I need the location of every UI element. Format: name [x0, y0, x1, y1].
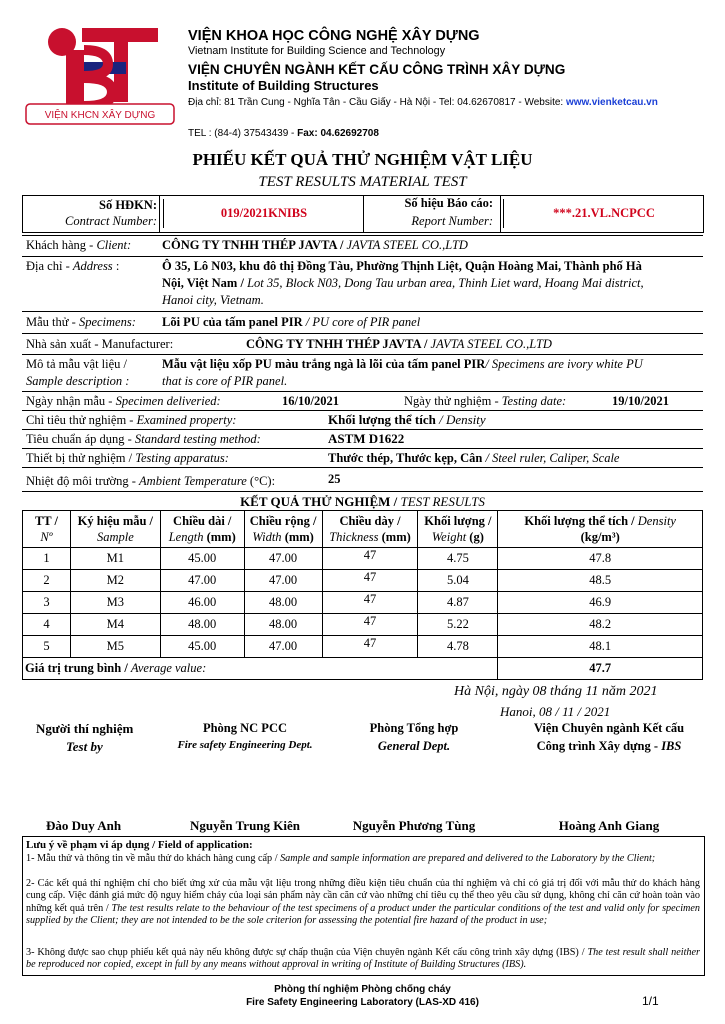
signer-2-title: Phòng NC PCC [202, 721, 288, 735]
table-cell: 1 [23, 548, 71, 570]
table-cell: 4.87 [418, 592, 498, 614]
document-title: PHIẾU KẾT QUẢ THỬ NGHIỆM VẬT LIỆU [192, 150, 533, 169]
table-cell: 47 [322, 636, 418, 658]
table-cell: M4 [70, 614, 160, 636]
signer-1-subtitle: Test by [66, 739, 103, 754]
table-cell: M1 [70, 548, 160, 570]
report-number: ***.21.VL.NCPCC [553, 206, 655, 220]
table-cell: 48.00 [160, 614, 244, 636]
header-no: TT / Nº [23, 511, 71, 548]
description-label-vn: Mô tả mẫu vật liệu / [26, 357, 128, 371]
header-sample: Ký hiệu mẫu / Sample [70, 511, 160, 548]
tel-fax-line: TEL : (84-4) 37543439 - Fax: 04.62692708 [188, 128, 379, 139]
table-cell: 5 [23, 636, 71, 658]
table-cell: 46.9 [498, 592, 703, 614]
table-cell: 46.00 [160, 592, 244, 614]
table-cell: 47.00 [160, 570, 244, 592]
page-number: 1/1 [642, 994, 659, 1008]
table-row [23, 570, 703, 592]
description-value-line1: Mẫu vật liệu xốp PU màu trắng ngà là lõi của tấm panel PIR/ Specimens are ivory white PU [162, 357, 643, 371]
table-cell: 47 [322, 548, 418, 570]
contract-report-box [22, 195, 704, 233]
table-cell: 48.00 [244, 592, 322, 614]
table-cell: 47.00 [244, 548, 322, 570]
testing-date: 19/10/2021 [612, 394, 669, 408]
table-cell: 5.22 [418, 614, 498, 636]
contract-label-vn: Số HĐKN: [99, 198, 157, 212]
signer-3-subtitle: General Dept. [377, 739, 451, 753]
table-cell: M3 [70, 592, 160, 614]
table-cell: 47 [322, 592, 418, 614]
logo-letters: BST [100, 58, 102, 59]
signer-1-title: Người thí nghiệm [36, 721, 134, 736]
average-value: 47.7 [498, 658, 703, 680]
table-cell: 47.8 [498, 548, 703, 570]
report-label-en: Report Number: [411, 214, 493, 228]
note-3: 3- Không được sao chụp phiếu kết quả này nếu không được sự chấp thuận của Viện chuyên ngành Kết cấu công trình xây dựng (IBS) / The test result shall neither be reproduced nor copied, except in full by any means without approval in writing of Institute of Building Structures (IBS). [26, 947, 700, 971]
table-cell: 45.00 [160, 636, 244, 658]
address-value-line1: Ô 35, Lô N03, khu đô thị Đồng Tàu, Phường Thịnh Liệt, Quận Hoàng Mai, Thành phố Hà [162, 259, 642, 273]
table-cell: 4.78 [418, 636, 498, 658]
table-header-row [23, 511, 703, 548]
property-label: Chỉ tiêu thử nghiệm - Examined property: [26, 413, 237, 427]
issue-date-en: Hanoi, 08 / 11 / 2021 [500, 704, 611, 719]
results-table [22, 510, 703, 680]
institute-name-en: Vietnam Institute for Building Science and Technology [188, 45, 446, 57]
table-cell: 5.04 [418, 570, 498, 592]
table-row [23, 614, 703, 636]
standard-label: Tiêu chuẩn áp dụng - Standard testing method: [26, 432, 261, 446]
header-weight: Khối lượng / Weight (g) [418, 511, 498, 548]
address-value-line3: Hanoi city, Vietnam. [162, 293, 264, 307]
client-label: Khách hàng - Client: [26, 238, 132, 252]
results-title: KẾT QUẢ THỬ NGHIỆM / TEST RESULTS [240, 494, 485, 509]
table-cell: 2 [23, 570, 71, 592]
table-row [23, 636, 703, 658]
signer-3-title: Phòng Tổng hợp [369, 721, 459, 735]
table-row [23, 592, 703, 614]
testing-date-label: Ngày thử nghiệm - Testing date: [404, 394, 567, 408]
header-length: Chiều dài / Length (mm) [160, 511, 244, 548]
apparatus-label: Thiết bị thử nghiệm / Testing apparatus: [26, 451, 229, 465]
report-label-vn: Số hiệu Báo cáo: [404, 196, 493, 210]
sub-institute-vn: VIỆN CHUYÊN NGÀNH KẾT CẤU CÔNG TRÌNH XÂY DỰNG [188, 62, 566, 77]
manufacturer-label: Nhà sản xuất - Manufacturer: [26, 337, 174, 351]
footer-lab-vn: Phòng thí nghiệm Phòng chống cháy [274, 984, 451, 995]
footer-lab-en: Fire Safety Engineering Laboratory (LAS-XD 416) [246, 997, 479, 1008]
received-label: Ngày nhận mẫu - Specimen deliveried: [26, 394, 221, 408]
logo-caption: VIỆN KHCN XÂY DỰNG [44, 110, 156, 121]
note-1: 1- Mẫu thử và thông tin về mẫu thử do khách hàng cung cấp / Sample and sample information are prepared and delivered to the Laboratory by the Client; [26, 853, 656, 864]
issue-date-vn: Hà Nội, ngày 08 tháng 11 năm 2021 [454, 684, 658, 699]
table-cell: 47 [322, 570, 418, 592]
signer-1-name: Đào Duy Anh [46, 818, 122, 833]
table-cell: 47 [322, 614, 418, 636]
table-cell: 4 [23, 614, 71, 636]
signer-3-name: Nguyễn Phương Tùng [352, 818, 476, 833]
institute-logo [22, 22, 178, 130]
table-cell: 48.00 [244, 614, 322, 636]
table-cell: M2 [70, 570, 160, 592]
table-cell: 45.00 [160, 548, 244, 570]
specimen-value: Lõi PU của tấm panel PIR / PU core of PIR panel [162, 315, 421, 329]
contract-label-en: Contract Number: [64, 214, 157, 228]
table-cell: M5 [70, 636, 160, 658]
address-line: Địa chỉ: 81 Trần Cung - Nghĩa Tân - Cầu Giấy - Hà Nội - Tel: 04.62670817 - Website: www.vienketcau.vn [188, 97, 658, 108]
header-density: Khối lượng thể tích / Density (kg/m³) [498, 511, 703, 548]
website-link[interactable]: www.vienketcau.vn [565, 97, 658, 108]
signer-4-title: Viện Chuyên ngành Kết cấu [533, 721, 685, 735]
notes-heading: Lưu ý về phạm vi áp dụng / Field of application: [26, 839, 253, 851]
average-label: Giá trị trung bình / Average value: [23, 658, 498, 680]
temperature-value: 25 [328, 472, 341, 486]
note-2: 2- Các kết quả thí nghiệm chỉ cho biết ứng xử của mẫu vật liệu trong những điều kiện tiêu chuẩn của thí nghiệm và chỉ có giá trị đối với mẫu thử do khách hàng cung cấp. Việc đánh giá mức độ nguy hiểm cháy của loại sản phẩm này cần căn cứ vào những chỉ tiêu cụ thể theo yêu cầu sử dụng, không chỉ căn cứ hoàn toàn vào những kết quả trên / The test results relate to the behaviour of the test specimens of a product under the particular conditions of the test and valid only for specimen supplied by the Client; they are not intended to be the sole criterion for assessing the potential fire hazard of the product in use; [26, 878, 700, 927]
description-value-line2: that is core of PIR panel. [162, 374, 288, 388]
table-row [23, 548, 703, 570]
header-thickness: Chiều dày / Thickness (mm) [322, 511, 418, 548]
address-label: Địa chỉ - Address : [26, 259, 120, 273]
table-cell: 47.00 [244, 570, 322, 592]
table-cell: 48.2 [498, 614, 703, 636]
property-value: Khối lượng thể tích / Density [328, 412, 486, 427]
manufacturer-value: CÔNG TY TNHH THÉP JAVTA / JAVTA STEEL CO.,LTD [246, 337, 552, 351]
sub-institute-en: Institute of Building Structures [188, 78, 379, 93]
table-cell: 4.75 [418, 548, 498, 570]
header-width: Chiều rộng / Width (mm) [244, 511, 322, 548]
signer-4-name: Hoàng Anh Giang [558, 818, 660, 833]
signer-4-subtitle: Công trình Xây dựng - IBS [536, 739, 682, 753]
table-cell: 48.1 [498, 636, 703, 658]
apparatus-value: Thước thép, Thước kẹp, Cân / Steel ruler, Caliper, Scale [328, 451, 620, 465]
average-row [23, 658, 703, 680]
contract-number: 019/2021KNIBS [220, 206, 308, 220]
standard-value: ASTM D1622 [328, 431, 405, 446]
table-cell: 3 [23, 592, 71, 614]
signer-2-subtitle: Fire safety Engineering Dept. [177, 739, 313, 751]
received-date: 16/10/2021 [282, 394, 339, 408]
specimen-label: Mẫu thử - Specimens: [26, 315, 136, 329]
address-value-line2: Nội, Việt Nam / Lot 35, Block N03, Dong Tau urban area, Thinh Liet ward, Hoang Mai district, [162, 276, 644, 290]
client-value: CÔNG TY TNHH THÉP JAVTA / JAVTA STEEL CO.,LTD [162, 238, 468, 252]
table-cell: 47.00 [244, 636, 322, 658]
signer-2-name: Nguyễn Trung Kiên [189, 818, 301, 833]
description-label-en: Sample description : [26, 374, 130, 388]
institute-name-vn: VIỆN KHOA HỌC CÔNG NGHỆ XÂY DỰNG [188, 28, 480, 44]
document-subtitle: TEST RESULTS MATERIAL TEST [258, 174, 467, 190]
table-cell: 48.5 [498, 570, 703, 592]
temperature-label: Nhiệt độ môi trường - Ambient Temperature (°C): [26, 474, 276, 488]
